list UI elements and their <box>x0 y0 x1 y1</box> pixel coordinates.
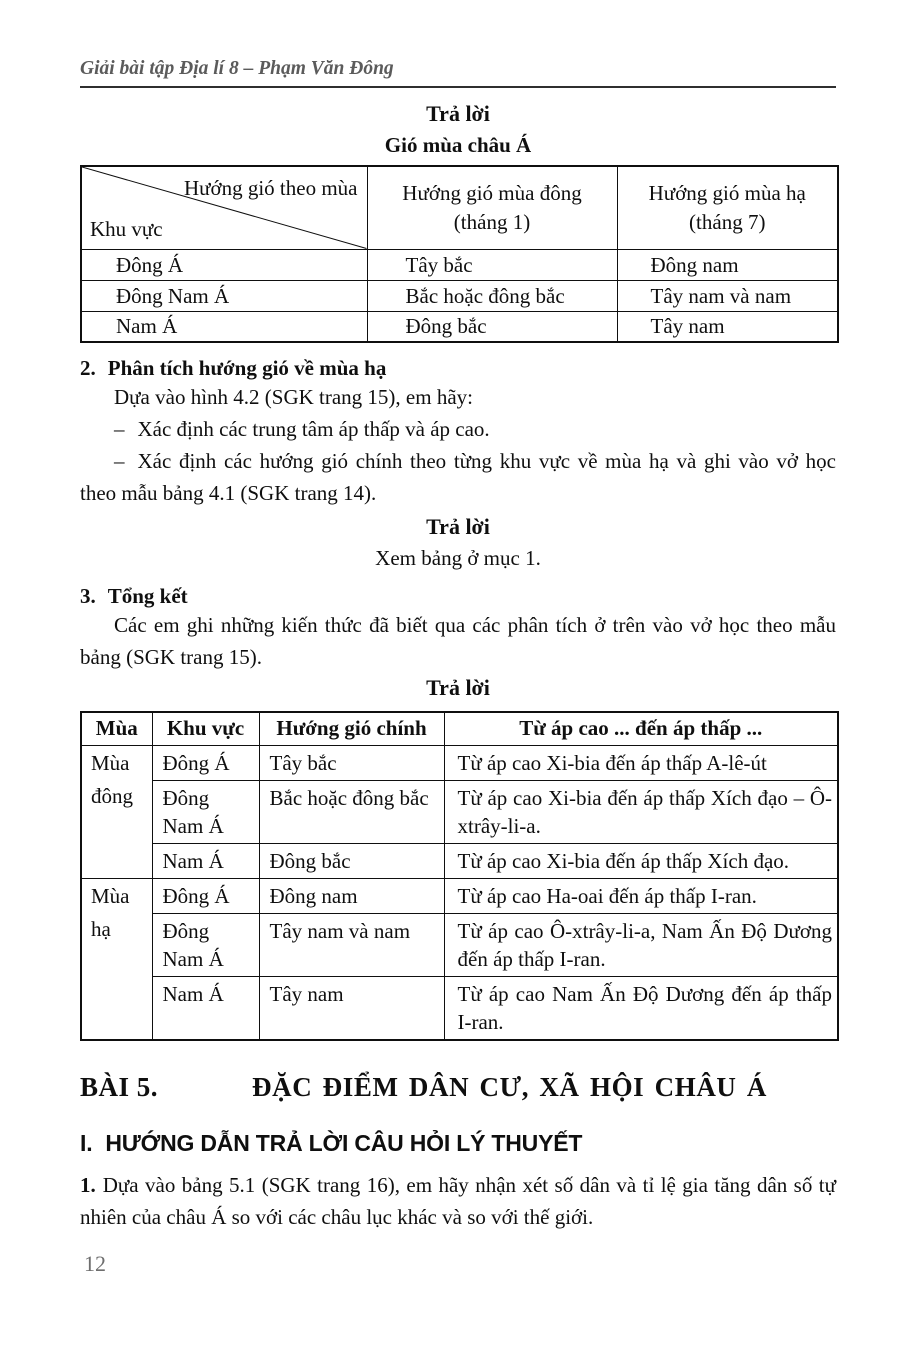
monsoon-table-title: Gió mùa châu Á <box>384 133 532 157</box>
table-row <box>81 311 838 342</box>
region-cell: Đông Á <box>152 878 259 913</box>
wind-cell: Bắc hoặc đông bắc <box>259 780 444 843</box>
table-row <box>81 976 838 1040</box>
winter-wind-cell: Bắc hoặc đông bắc <box>367 280 617 311</box>
corner-label-wind-direction: Hướng gió theo mùa <box>183 176 358 200</box>
dash-marker: – <box>114 417 125 441</box>
section2-reply-text: Xem bảng ở mục 1. <box>375 546 541 570</box>
wind-cell: Tây bắc <box>259 745 444 780</box>
region-cell: Nam Á <box>152 976 259 1040</box>
part1-number: I. <box>80 1129 93 1156</box>
wind-cell: Tây nam <box>259 976 444 1040</box>
region-cell: Đông Nam Á <box>152 780 259 843</box>
section3-number: 3. <box>80 584 96 608</box>
summer-wind-cell: Đông nam <box>617 249 838 280</box>
part1-heading <box>80 1129 836 1157</box>
table-row <box>81 249 838 280</box>
question1-number: 1. <box>80 1172 96 1197</box>
section2-bullet1 <box>80 413 836 445</box>
table-row <box>81 878 838 913</box>
summer-header-line1: Hướng gió mùa hạ <box>648 180 806 205</box>
page-number: 12 <box>84 1251 106 1276</box>
pressure-cell: Từ áp cao Xi-bia đến áp thấp Xích đạo. <box>444 843 838 878</box>
question1-text: Dựa vào bảng 5.1 (SGK trang 16), em hãy nhận xét số dân và tỉ lệ gia tăng dân số tự nhiên của châu Á so với các châu lục khác và so với thế giới. <box>80 1172 836 1229</box>
section2-number: 2. <box>80 356 96 380</box>
wind-cell: Tây nam và nam <box>259 913 444 976</box>
pressure-cell: Từ áp cao Xi-bia đến áp thấp A-lê-út <box>444 745 838 780</box>
pressure-cell: Từ áp cao Ha-oai đến áp thấp I-ran. <box>444 878 838 913</box>
section2-title: Phân tích hướng gió về mùa hạ <box>107 356 387 380</box>
winter-wind-cell: Tây bắc <box>367 249 617 280</box>
summer-wind-cell: Tây nam <box>617 311 838 342</box>
table-row <box>81 780 838 843</box>
summary-table <box>80 711 839 1041</box>
pressure-cell: Từ áp cao Ô-xtrây-li-a, Nam Ấn Độ Dương đến áp thấp I-ran. <box>444 913 838 976</box>
season-cell-summer: Mùa hạ <box>81 878 152 1040</box>
winter-header-line1: Hướng gió mùa đông <box>402 180 582 205</box>
dash-marker: – <box>114 449 125 473</box>
region-cell: Đông Á <box>152 745 259 780</box>
question1 <box>80 1169 836 1233</box>
wind-cell: Đông bắc <box>259 843 444 878</box>
lesson5-title: ĐẶC ĐIỂM DÂN CƯ, XÃ HỘI CHÂU Á <box>252 1071 767 1102</box>
table-row <box>81 280 838 311</box>
lesson5-label: BÀI 5. <box>80 1071 159 1102</box>
section2-bullet2 <box>80 445 836 509</box>
winter-wind-cell: Đông bắc <box>367 311 617 342</box>
header-wind: Hướng gió chính <box>259 712 444 745</box>
section3-title: Tổng kết <box>107 584 188 608</box>
summer-header-line2: (tháng 7) <box>689 209 766 234</box>
header-pressure: Từ áp cao ... đến áp thấp ... <box>444 712 838 745</box>
winter-column-header <box>367 166 617 249</box>
bullet1-text: Xác định các trung tâm áp thấp và áp cao. <box>137 417 490 441</box>
summer-column-header <box>617 166 838 249</box>
region-cell: Đông Nam Á <box>152 913 259 976</box>
reply-label-1: Trả lời <box>426 101 490 126</box>
running-header: Giải bài tập Địa lí 8 – Phạm Văn Đông <box>80 56 836 88</box>
section2-intro: Dựa vào hình 4.2 (SGK trang 15), em hãy: <box>114 385 473 409</box>
part1-title: HƯỚNG DẪN TRẢ LỜI CÂU HỎI LÝ THUYẾT <box>105 1129 583 1156</box>
monsoon-table-header-row <box>81 166 838 249</box>
table-row <box>81 843 838 878</box>
pressure-cell: Từ áp cao Xi-bia đến áp thấp Xích đạo – Ô-xtrây-li-a. <box>444 780 838 843</box>
region-cell: Nam Á <box>81 311 367 342</box>
section3-body: Các em ghi những kiến thức đã biết qua các phân tích ở trên vào vở học theo mẫu bảng (SGK trang 15). <box>80 613 836 669</box>
section3-heading <box>80 583 836 609</box>
reply-label-2: Trả lời <box>426 514 490 539</box>
reply-label-3: Trả lời <box>426 675 490 700</box>
corner-label-region: Khu vực <box>90 216 163 241</box>
header-season: Mùa <box>81 712 152 745</box>
monsoon-table <box>80 165 839 343</box>
summer-wind-cell: Tây nam và nam <box>617 280 838 311</box>
pressure-cell: Từ áp cao Nam Ấn Độ Dương đến áp thấp I-ran. <box>444 976 838 1040</box>
region-cell: Đông Á <box>81 249 367 280</box>
table-row <box>81 913 838 976</box>
header-region: Khu vực <box>152 712 259 745</box>
region-cell: Đông Nam Á <box>81 280 367 311</box>
table-row <box>81 745 838 780</box>
region-cell: Nam Á <box>152 843 259 878</box>
season-cell-winter: Mùa đông <box>81 745 152 878</box>
diagonal-header-cell <box>81 166 367 249</box>
bullet2-text: Xác định các hướng gió chính theo từng khu vực về mùa hạ và ghi vào vở học theo mẫu bảng 4.1 (SGK trang 14). <box>80 449 836 505</box>
wind-cell: Đông nam <box>259 878 444 913</box>
winter-header-line2: (tháng 1) <box>453 209 531 234</box>
summary-table-header-row <box>81 712 838 745</box>
lesson5-heading <box>80 1071 836 1103</box>
section2-heading <box>80 355 836 381</box>
